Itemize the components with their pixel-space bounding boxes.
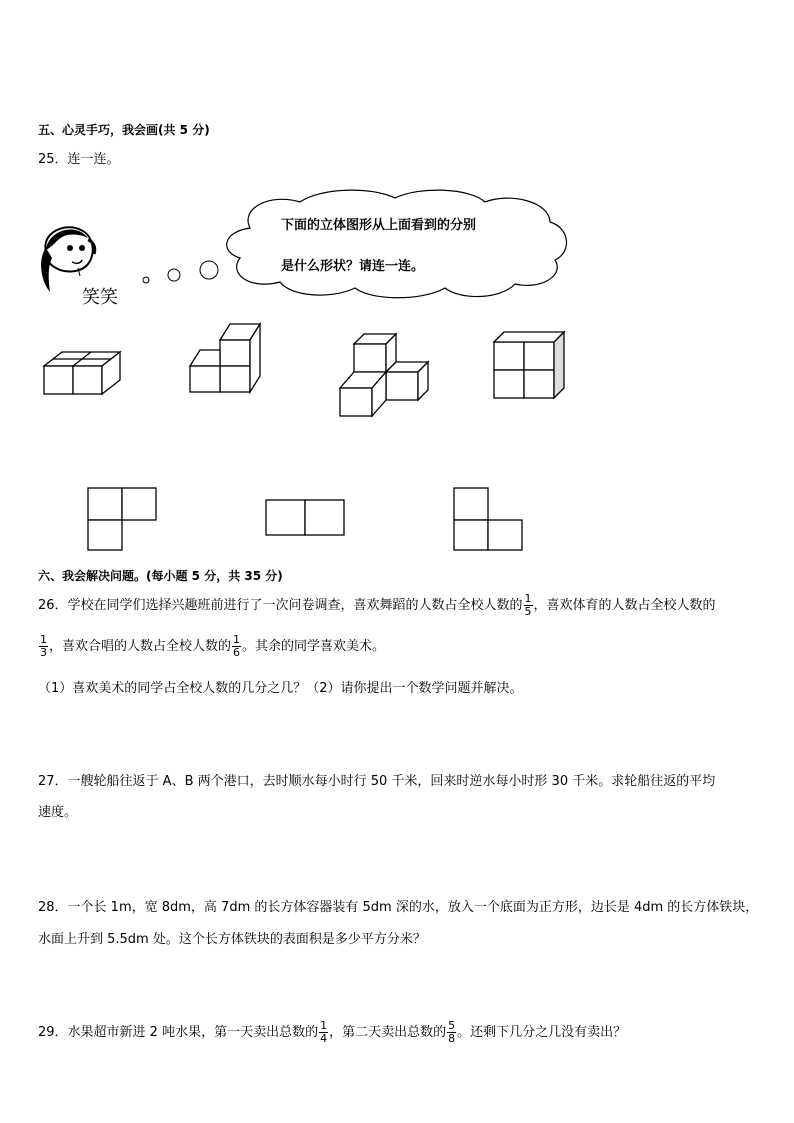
q29-fraction-1 [319, 1020, 328, 1045]
q26-fraction-3 [232, 634, 241, 659]
q26-fraction-2 [39, 634, 48, 659]
q29-frac1-den: 4 [320, 1032, 328, 1045]
q29-frac2-den: 8 [448, 1032, 456, 1045]
q26-frac1-num: 1 [524, 592, 532, 605]
q26-text-2: ，喜欢体育的人数占全校人数的 [533, 598, 716, 613]
q29-text-2: ，第二天卖出总数的 [329, 1025, 447, 1040]
top-view-1 [86, 486, 160, 552]
question-26-line1 [38, 593, 716, 618]
question-26-subquestions: （1）喜欢美术的同学占全校人数的几分之几？（2）请你提出一个数学问题并解决。 [38, 681, 523, 696]
q26-frac2-den: 3 [40, 646, 47, 659]
q26-text-3: ，喜欢合唱的人数占全校人数的 [49, 639, 232, 654]
q26-fraction-1 [524, 593, 533, 618]
q29-frac1-num: 1 [320, 1019, 328, 1032]
q26-frac3-num: 1 [233, 633, 241, 646]
section5-heading: 五、心灵手巧，我会画(共 5 分) [38, 123, 210, 137]
thought-dots [138, 258, 222, 288]
bubble-line-2: 是什么形状？请连一连。 [281, 259, 425, 274]
cloud-bubble [220, 188, 575, 303]
solid-figure-3 [336, 330, 436, 420]
solid-figure-1 [40, 338, 130, 398]
top-view-3 [452, 486, 526, 552]
q29-text-3: 。还剩下几分之几没有卖出？ [457, 1025, 627, 1040]
q29-text-1: 29．水果超市新进 2 吨水果，第一天卖出总数的 [38, 1025, 319, 1040]
girl-label: 笑笑 [82, 287, 118, 308]
q26-frac3-den: 6 [233, 646, 241, 659]
question-28-line1: 28．一个长 1m，宽 8dm，高 7dm 的长方体容器装有 5dm 深的水，放入一个底面为正方形，边长是 4dm 的长方体铁块， [38, 900, 759, 915]
q26-text-4: 。其余的同学喜欢美术。 [242, 639, 386, 654]
q29-frac2-num: 5 [448, 1019, 456, 1032]
question-28-line2: 水面上升到 5.5dm 处。这个长方体铁块的表面积是多少平方分米？ [38, 932, 426, 947]
bubble-line-1: 下面的立体图形从上面看到的分别 [281, 218, 477, 233]
q29-fraction-2 [447, 1020, 456, 1045]
q26-text-1: 26．学校在同学们选择兴趣班前进行了一次问卷调查，喜欢舞蹈的人数占全校人数的 [38, 598, 523, 613]
solid-figure-4 [490, 330, 570, 402]
section6-heading: 六、我会解决问题。(每小题 5 分，共 35 分) [38, 569, 283, 583]
q26-frac1-den: 5 [524, 605, 532, 618]
top-view-2 [264, 498, 348, 538]
question-26-line2 [38, 634, 385, 659]
question-27-line2: 速度。 [38, 805, 78, 820]
solid-figure-2 [186, 320, 266, 396]
q26-frac2-num: 1 [40, 633, 47, 646]
question-27-line1: 27．一艘轮船往返于 A、B 两个港口，去时顺水每小时行 50 千米，回来时逆水每小时形 30 千米。求轮船往返的平均 [38, 774, 716, 789]
question-25: 25．连一连。 [38, 152, 120, 167]
question-29 [38, 1020, 626, 1045]
